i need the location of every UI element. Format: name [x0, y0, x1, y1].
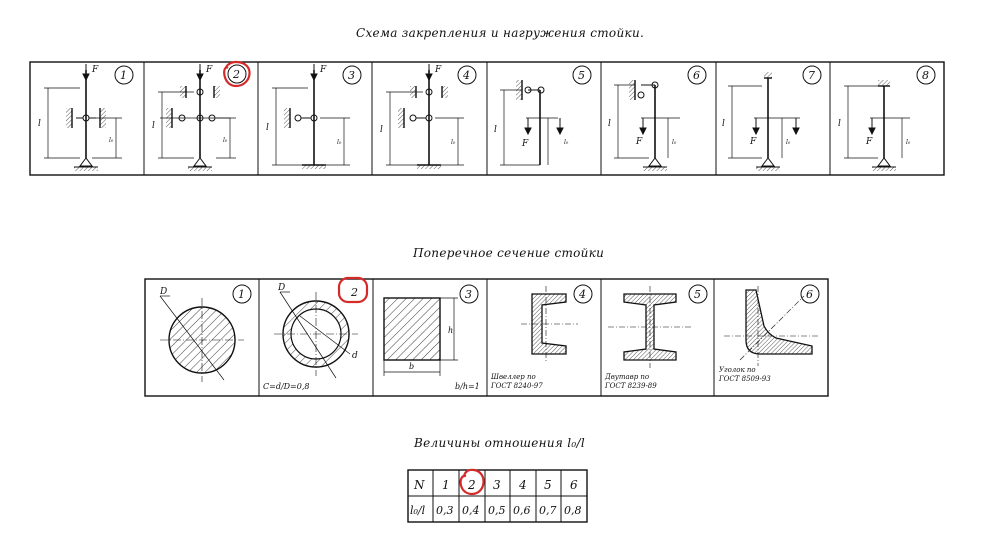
section-3-square: [384, 285, 478, 376]
section-1-diameter-label: D: [160, 287, 168, 297]
table-value-2: 0,4: [462, 504, 480, 517]
section-6-caption-line2: ГОСТ 8509-93: [719, 375, 771, 383]
table-header-5: 5: [544, 478, 552, 492]
scheme-4-number: 4: [463, 69, 470, 82]
section-3-ratio-label: b/h=1: [455, 382, 480, 391]
scheme-7-sub-length-label: l₀: [786, 139, 791, 146]
section-2-inner-diameter-label: d: [352, 351, 358, 361]
scheme-1-number: 1: [120, 69, 127, 82]
section-5-number: 5: [694, 288, 701, 301]
table-header-6: 6: [570, 478, 578, 492]
scheme-4-length-label: l: [380, 125, 383, 135]
table-header-3: 3: [493, 478, 501, 492]
section-3-width-label: b: [409, 362, 415, 371]
table-value-5: 0,7: [539, 504, 557, 517]
scheme-3-length-label: l: [266, 123, 269, 133]
scheme-8-force-label: F: [866, 137, 873, 147]
scheme-5-length-label: l: [494, 125, 497, 135]
table-header-n: N: [414, 478, 425, 492]
scheme-4-sub-length-label: l₀: [451, 139, 456, 146]
ratios-title: Величины отношения l₀/l: [414, 436, 585, 450]
scheme-2-force-label: F: [206, 65, 213, 75]
scheme-3-force-label: F: [320, 65, 327, 75]
scheme-2-sub-length-label: l₀: [223, 137, 228, 144]
section-4-number: 4: [579, 288, 586, 301]
section-2-ratio-label: C=d/D=0,8: [263, 382, 310, 391]
section-6-caption-line1: Уголок по: [719, 366, 756, 374]
scheme-6-force-label: F: [636, 137, 643, 147]
section-5-caption-line1: Двутавр по: [605, 373, 650, 381]
scheme-8-sub-length-label: l₀: [906, 139, 911, 146]
section-2-outer-diameter-label: D: [278, 283, 286, 293]
section-3-number: 3: [465, 288, 472, 301]
schemes-title: Схема закрепления и нагружения стойки.: [356, 26, 645, 40]
scheme-8-number: 8: [922, 69, 929, 82]
table-header-4: 4: [519, 478, 527, 492]
scheme-7-force-label: F: [750, 137, 757, 147]
table-header-1: 1: [442, 478, 450, 492]
table-value-4: 0,6: [513, 504, 531, 517]
section-1-number: 1: [238, 288, 245, 301]
section-5-caption-line2: ГОСТ 8239-89: [605, 382, 657, 390]
scheme-3-number: 3: [348, 69, 355, 82]
scheme-6-length-label: l: [608, 119, 611, 129]
scheme-7-number: 7: [808, 69, 815, 82]
table-header-2: 2: [468, 478, 476, 492]
section-4-caption-line1: Швеллер по: [491, 373, 536, 381]
scheme-8-length-label: l: [838, 119, 841, 129]
table-value-3: 0,5: [488, 504, 506, 517]
sections-title: Поперечное сечение стойки: [413, 246, 605, 260]
scheme-3-sub-length-label: l₀: [337, 139, 342, 146]
section-6-number: 6: [806, 288, 813, 301]
table-value-1: 0,3: [436, 504, 454, 517]
section-5-ibeam: [608, 285, 707, 368]
scheme-4-force-label: F: [435, 65, 442, 75]
scheme-5-number: 5: [578, 69, 585, 82]
section-2-number: 2: [351, 286, 358, 299]
scheme-1-sub-length-label: l₀: [109, 137, 114, 144]
section-3-height-label: h: [448, 326, 454, 335]
scheme-7-length-label: l: [722, 119, 725, 129]
table-row-label: l₀/l: [410, 504, 426, 517]
scheme-2-length-label: l: [152, 121, 155, 131]
scheme-1-force-label: F: [92, 65, 99, 75]
scheme-6-number: 6: [693, 69, 700, 82]
scheme-2-number: 2: [233, 68, 240, 81]
scheme-5-force-label: F: [522, 139, 529, 149]
scheme-6-sub-length-label: l₀: [672, 139, 677, 146]
section-4-caption-line2: ГОСТ 8240-97: [491, 382, 543, 390]
scheme-1-length-label: l: [38, 119, 41, 129]
scheme-5-sub-length-label: l₀: [564, 139, 569, 146]
table-value-6: 0,8: [564, 504, 582, 517]
section-2-ring: [274, 292, 358, 378]
